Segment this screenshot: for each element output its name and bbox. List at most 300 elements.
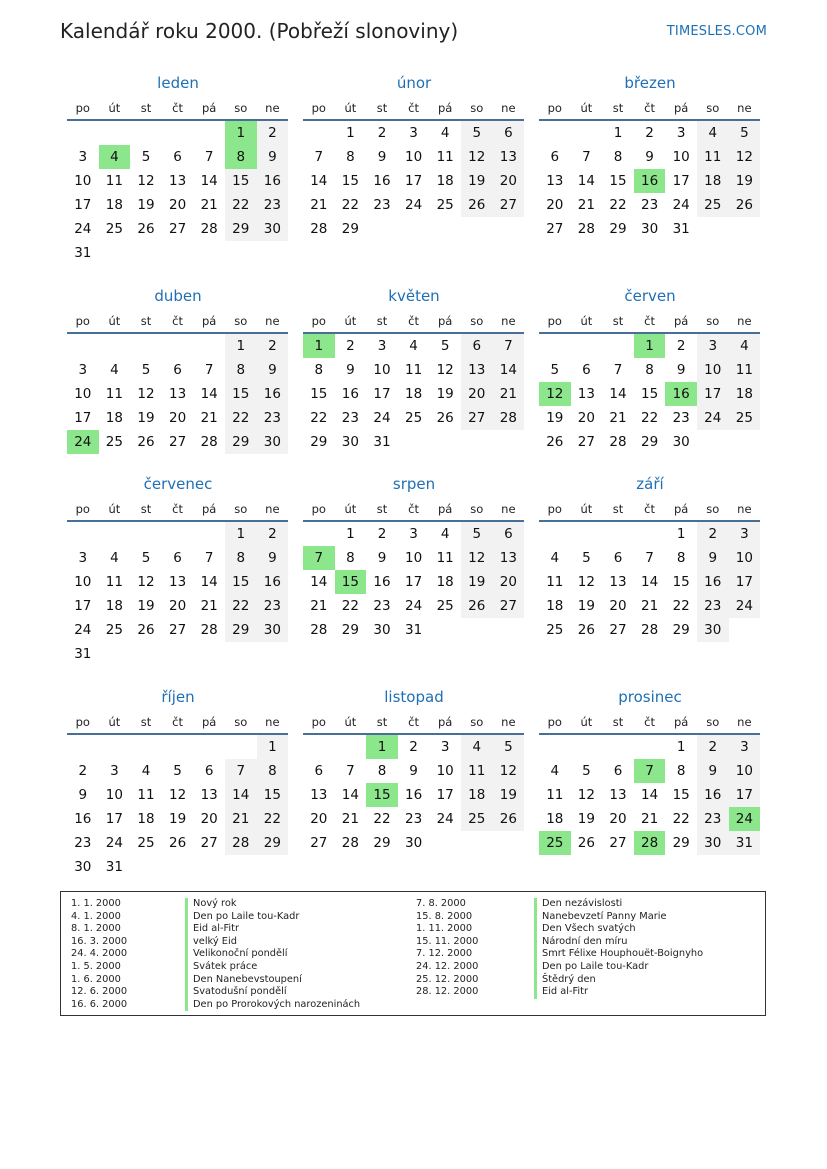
empty-cell xyxy=(539,522,571,546)
day-cell: 21 xyxy=(640,811,659,827)
weekday-label: čt xyxy=(172,715,183,729)
legend-date: 7. 8. 2000 xyxy=(416,898,466,909)
day-cell: 25 xyxy=(436,197,454,213)
day-cell: 19 xyxy=(461,570,493,594)
legend-holiday-name: Nový rok xyxy=(185,898,360,911)
day-cell: 9 xyxy=(257,145,289,169)
holiday-day: 7 xyxy=(634,759,666,783)
day-cell: 2 xyxy=(257,522,289,546)
day-cell: 28 xyxy=(310,221,328,237)
day-cell: 24 xyxy=(105,835,123,851)
month-prosinec xyxy=(539,688,761,855)
day-cell: 26 xyxy=(577,835,595,851)
month-květen xyxy=(303,287,525,454)
site-link[interactable]: TIMESLES.COM xyxy=(666,24,767,39)
empty-cell xyxy=(130,735,162,759)
empty-cell xyxy=(162,334,194,358)
day-cell: 4 xyxy=(440,125,450,141)
day-cell: 7 xyxy=(204,362,214,378)
day-cell: 26 xyxy=(137,622,155,638)
day-cell: 19 xyxy=(436,386,454,402)
day-cell: 28 xyxy=(609,434,627,450)
day-cell: 22 xyxy=(672,598,690,614)
weekday-label: ne xyxy=(265,502,280,516)
day-cell: 25 xyxy=(436,598,454,614)
day-cell: 24 xyxy=(729,594,761,618)
day-cell: 18 xyxy=(546,811,564,827)
legend-holiday-name: Národní den míru xyxy=(534,936,703,949)
day-cell: 18 xyxy=(697,169,729,193)
empty-cell xyxy=(130,334,162,358)
month-name: říjen xyxy=(161,688,195,706)
day-cell: 5 xyxy=(461,121,493,145)
day-cell: 20 xyxy=(310,811,328,827)
weekday-header xyxy=(67,501,289,517)
day-cell: 19 xyxy=(137,197,155,213)
weekday-label: so xyxy=(234,715,248,729)
day-cell: 19 xyxy=(577,598,595,614)
day-cell: 19 xyxy=(546,410,564,426)
day-cell: 25 xyxy=(404,410,423,426)
weekday-label: út xyxy=(108,502,121,516)
day-cell: 26 xyxy=(137,434,155,450)
empty-cell xyxy=(130,121,162,145)
day-cell: 2 xyxy=(697,735,729,759)
empty-cell xyxy=(162,121,194,145)
weekday-label: út xyxy=(580,502,593,516)
empty-cell xyxy=(193,735,225,759)
weekday-label: st xyxy=(612,715,624,729)
day-cell: 6 xyxy=(550,149,560,165)
weekday-label: čt xyxy=(644,715,655,729)
day-cell: 1 xyxy=(225,334,257,358)
weekday-label: ne xyxy=(737,101,752,115)
month-name: březen xyxy=(624,74,676,92)
weekday-label: st xyxy=(376,715,388,729)
day-cell: 12 xyxy=(729,145,761,169)
weekday-label: út xyxy=(344,502,357,516)
day-cell: 29 xyxy=(609,221,627,237)
legend-date: 7. 12. 2000 xyxy=(416,948,473,960)
holiday-day: 8 xyxy=(225,145,257,169)
day-cell: 30 xyxy=(672,434,690,450)
day-cell: 14 xyxy=(577,173,595,189)
day-cell: 11 xyxy=(436,550,454,566)
day-cell: 18 xyxy=(461,783,493,807)
day-cell: 10 xyxy=(436,763,454,779)
day-cell: 6 xyxy=(493,522,525,546)
day-cell: 17 xyxy=(436,787,454,803)
day-cell: 10 xyxy=(404,550,423,566)
day-cell: 29 xyxy=(373,835,391,851)
day-cell: 6 xyxy=(613,550,623,566)
holiday-day: 24 xyxy=(67,430,99,454)
day-cell: 14 xyxy=(341,787,359,803)
legend-date: 16. 6. 2000 xyxy=(71,998,128,1010)
weekday-label: čt xyxy=(172,314,183,328)
day-grid xyxy=(539,522,761,642)
weekday-header xyxy=(67,714,289,730)
month-name: červen xyxy=(624,287,676,305)
weekday-label: pá xyxy=(673,101,689,115)
day-cell: 7 xyxy=(645,550,654,566)
day-cell: 23 xyxy=(257,193,289,217)
day-cell: 13 xyxy=(168,574,187,590)
weekday-label: pá xyxy=(437,101,453,115)
weekday-label: po xyxy=(75,502,90,516)
day-cell: 16 xyxy=(373,173,391,189)
day-cell: 5 xyxy=(440,338,450,354)
day-cell: 30 xyxy=(640,221,659,237)
day-cell: 18 xyxy=(546,598,564,614)
day-cell: 12 xyxy=(461,546,493,570)
day-cell: 2 xyxy=(377,125,387,141)
day-cell: 14 xyxy=(200,574,218,590)
day-cell: 7 xyxy=(204,550,214,566)
day-cell: 29 xyxy=(341,221,359,237)
day-cell: 13 xyxy=(577,386,595,402)
weekday-label: út xyxy=(344,101,357,115)
empty-cell xyxy=(225,735,257,759)
day-cell: 26 xyxy=(729,193,761,217)
day-cell: 2 xyxy=(676,338,686,354)
day-cell: 27 xyxy=(461,406,493,430)
month-name: duben xyxy=(154,287,202,305)
day-cell: 21 xyxy=(200,598,218,614)
weekday-header xyxy=(539,313,761,329)
day-cell: 9 xyxy=(346,362,355,378)
day-cell: 31 xyxy=(404,622,423,638)
day-cell: 1 xyxy=(257,735,289,759)
empty-cell xyxy=(99,334,131,358)
day-cell: 17 xyxy=(74,410,92,426)
day-cell: 21 xyxy=(577,197,595,213)
day-cell: 23 xyxy=(257,594,289,618)
day-cell: 30 xyxy=(74,859,92,875)
day-grid xyxy=(539,121,761,241)
month-srpen xyxy=(303,475,525,642)
day-cell: 25 xyxy=(137,835,155,851)
day-cell: 16 xyxy=(257,169,289,193)
weekday-label: st xyxy=(612,101,624,115)
day-cell: 17 xyxy=(373,386,391,402)
day-cell: 12 xyxy=(461,145,493,169)
day-cell: 16 xyxy=(697,570,729,594)
legend-holiday-name: Den Nanebevstoupení xyxy=(185,974,360,987)
day-cell: 20 xyxy=(200,811,218,827)
day-grid xyxy=(539,735,761,855)
weekday-label: ne xyxy=(501,101,516,115)
day-cell: 4 xyxy=(550,550,560,566)
weekday-label: čt xyxy=(644,101,655,115)
day-cell: 13 xyxy=(609,574,627,590)
day-cell: 21 xyxy=(493,382,525,406)
empty-cell xyxy=(193,522,225,546)
weekday-label: út xyxy=(580,101,593,115)
day-cell: 25 xyxy=(105,622,123,638)
weekday-label: po xyxy=(75,314,90,328)
day-grid xyxy=(67,522,289,666)
empty-cell xyxy=(634,522,666,546)
legend-holiday-name: Den po Laile tou-Kadr xyxy=(185,911,360,924)
day-cell: 8 xyxy=(676,550,686,566)
day-cell: 9 xyxy=(257,358,289,382)
holiday-day: 16 xyxy=(665,382,697,406)
month-name: září xyxy=(636,475,664,493)
day-cell: 29 xyxy=(672,835,690,851)
empty-cell xyxy=(193,334,225,358)
day-cell: 26 xyxy=(461,594,493,618)
empty-cell xyxy=(99,522,131,546)
weekday-label: so xyxy=(706,502,720,516)
month-name: listopad xyxy=(384,688,444,706)
day-cell: 10 xyxy=(697,358,729,382)
holiday-day: 1 xyxy=(366,735,398,759)
legend-date: 25. 12. 2000 xyxy=(416,973,479,985)
day-cell: 12 xyxy=(137,574,155,590)
weekday-label: čt xyxy=(644,502,655,516)
day-cell: 5 xyxy=(550,362,560,378)
weekday-label: po xyxy=(311,502,326,516)
day-cell: 6 xyxy=(173,149,182,165)
day-cell: 17 xyxy=(729,783,761,807)
day-cell: 2 xyxy=(409,739,418,755)
day-cell: 30 xyxy=(373,622,391,638)
weekday-label: so xyxy=(470,502,484,516)
day-cell: 8 xyxy=(257,759,289,783)
day-cell: 10 xyxy=(729,759,761,783)
weekday-label: so xyxy=(706,314,720,328)
weekday-label: ne xyxy=(265,715,280,729)
day-cell: 24 xyxy=(373,410,391,426)
legend-holiday-name: Den Všech svatých xyxy=(534,923,703,936)
day-cell: 5 xyxy=(141,550,151,566)
day-cell: 9 xyxy=(409,763,418,779)
holiday-day: 1 xyxy=(634,334,666,358)
weekday-label: út xyxy=(580,314,593,328)
month-leden xyxy=(67,74,289,265)
day-cell: 15 xyxy=(225,169,257,193)
day-cell: 11 xyxy=(105,173,123,189)
day-cell: 19 xyxy=(577,811,595,827)
day-cell: 20 xyxy=(609,598,627,614)
weekday-label: st xyxy=(140,101,152,115)
empty-cell xyxy=(130,522,162,546)
legend-date: 12. 6. 2000 xyxy=(71,986,128,998)
weekday-label: ne xyxy=(501,502,516,516)
day-cell: 28 xyxy=(200,434,218,450)
weekday-label: po xyxy=(311,101,326,115)
holiday-day: 1 xyxy=(303,334,335,358)
day-cell: 3 xyxy=(676,125,686,141)
day-cell: 22 xyxy=(341,598,359,614)
empty-cell xyxy=(162,735,194,759)
day-cell: 18 xyxy=(729,382,761,406)
weekday-label: po xyxy=(547,314,562,328)
holiday-day: 25 xyxy=(539,831,571,855)
day-cell: 9 xyxy=(377,550,387,566)
day-cell: 23 xyxy=(404,811,423,827)
day-cell: 12 xyxy=(493,759,525,783)
holiday-day: 1 xyxy=(225,121,257,145)
day-cell: 31 xyxy=(373,434,391,450)
legend-dates xyxy=(71,898,127,1011)
month-červenec xyxy=(67,475,289,666)
weekday-label: pá xyxy=(201,314,217,328)
day-cell: 2 xyxy=(697,522,729,546)
weekday-label: so xyxy=(470,715,484,729)
legend-dates xyxy=(416,898,478,999)
day-cell: 28 xyxy=(225,831,257,855)
legend-date: 8. 1. 2000 xyxy=(71,923,121,935)
day-cell: 23 xyxy=(697,807,729,831)
weekday-label: út xyxy=(108,101,121,115)
day-cell: 22 xyxy=(373,811,391,827)
day-cell: 9 xyxy=(697,546,729,570)
day-cell: 30 xyxy=(404,835,423,851)
day-cell: 27 xyxy=(168,622,187,638)
day-cell: 29 xyxy=(341,622,359,638)
weekday-label: po xyxy=(311,314,326,328)
weekday-label: út xyxy=(344,715,357,729)
day-cell: 25 xyxy=(546,622,564,638)
day-cell: 20 xyxy=(461,382,493,406)
day-cell: 3 xyxy=(440,739,450,755)
day-cell: 16 xyxy=(74,811,92,827)
day-cell: 13 xyxy=(609,787,627,803)
day-cell: 2 xyxy=(377,526,387,542)
holiday-day: 15 xyxy=(335,570,367,594)
legend-holiday-name: Nanebevzetí Panny Marie xyxy=(534,911,703,924)
day-cell: 20 xyxy=(546,197,564,213)
month-listopad xyxy=(303,688,525,855)
day-cell: 10 xyxy=(729,546,761,570)
day-cell: 3 xyxy=(377,338,387,354)
month-duben xyxy=(67,287,289,454)
day-cell: 7 xyxy=(204,149,214,165)
day-cell: 21 xyxy=(225,807,257,831)
legend-holiday-name: velký Eid xyxy=(185,936,360,949)
day-cell: 14 xyxy=(225,783,257,807)
day-cell: 22 xyxy=(341,197,359,213)
day-cell: 19 xyxy=(461,169,493,193)
day-grid xyxy=(67,735,289,879)
weekday-label: čt xyxy=(408,101,419,115)
day-cell: 13 xyxy=(310,787,328,803)
legend-date: 1. 1. 2000 xyxy=(71,898,121,909)
day-grid xyxy=(303,522,525,642)
day-cell: 8 xyxy=(346,149,355,165)
weekday-label: pá xyxy=(201,101,217,115)
empty-cell xyxy=(571,334,603,358)
day-cell: 6 xyxy=(493,121,525,145)
weekday-label: pá xyxy=(437,502,453,516)
page-title: Kalendář roku 2000. (Pobřeží slonoviny) xyxy=(60,19,459,43)
weekday-label: st xyxy=(612,502,624,516)
weekday-label: pá xyxy=(201,502,217,516)
legend-date: 24. 4. 2000 xyxy=(71,948,128,960)
day-cell: 6 xyxy=(613,763,623,779)
empty-cell xyxy=(335,735,367,759)
day-cell: 28 xyxy=(640,622,659,638)
weekday-label: so xyxy=(470,314,484,328)
day-cell: 18 xyxy=(105,598,123,614)
day-cell: 11 xyxy=(546,574,564,590)
day-cell: 14 xyxy=(310,574,328,590)
day-cell: 22 xyxy=(225,193,257,217)
day-cell: 11 xyxy=(105,386,123,402)
month-březen xyxy=(539,74,761,241)
day-cell: 31 xyxy=(105,859,123,875)
day-grid xyxy=(303,121,525,241)
day-cell: 3 xyxy=(78,362,88,378)
month-name: srpen xyxy=(392,475,436,493)
day-cell: 30 xyxy=(257,618,289,642)
holiday-day: 24 xyxy=(729,807,761,831)
day-cell: 30 xyxy=(697,618,729,642)
weekday-label: po xyxy=(75,715,90,729)
day-cell: 30 xyxy=(257,430,289,454)
day-cell: 3 xyxy=(409,125,418,141)
day-cell: 12 xyxy=(137,173,155,189)
day-cell: 25 xyxy=(105,221,123,237)
legend-date: 16. 3. 2000 xyxy=(71,935,128,947)
day-cell: 2 xyxy=(257,121,289,145)
day-cell: 4 xyxy=(440,526,450,542)
empty-cell xyxy=(539,735,571,759)
day-cell: 19 xyxy=(137,410,155,426)
day-cell: 3 xyxy=(78,149,88,165)
day-cell: 1 xyxy=(225,522,257,546)
weekday-label: st xyxy=(612,314,624,328)
day-cell: 15 xyxy=(640,386,659,402)
day-cell: 10 xyxy=(672,149,690,165)
day-cell: 14 xyxy=(640,574,659,590)
day-cell: 12 xyxy=(137,386,155,402)
day-cell: 19 xyxy=(137,598,155,614)
day-cell: 1 xyxy=(346,125,355,141)
day-cell: 7 xyxy=(346,763,355,779)
day-cell: 15 xyxy=(609,173,627,189)
day-cell: 4 xyxy=(550,763,560,779)
day-cell: 12 xyxy=(577,787,595,803)
day-cell: 22 xyxy=(225,406,257,430)
day-cell: 15 xyxy=(672,574,690,590)
day-cell: 22 xyxy=(225,594,257,618)
day-cell: 2 xyxy=(257,334,289,358)
day-cell: 11 xyxy=(546,787,564,803)
day-cell: 22 xyxy=(672,811,690,827)
day-cell: 21 xyxy=(609,410,627,426)
day-cell: 12 xyxy=(436,362,454,378)
weekday-label: ne xyxy=(265,101,280,115)
day-cell: 25 xyxy=(697,193,729,217)
day-cell: 22 xyxy=(310,410,328,426)
empty-cell xyxy=(303,121,335,145)
empty-cell xyxy=(571,522,603,546)
day-cell: 7 xyxy=(493,334,525,358)
day-cell: 12 xyxy=(168,787,187,803)
weekday-label: po xyxy=(547,502,562,516)
day-cell: 29 xyxy=(225,217,257,241)
day-cell: 17 xyxy=(404,173,423,189)
day-cell: 26 xyxy=(493,807,525,831)
day-cell: 12 xyxy=(577,574,595,590)
empty-cell xyxy=(193,121,225,145)
day-cell: 7 xyxy=(225,759,257,783)
day-cell: 20 xyxy=(168,197,187,213)
day-cell: 21 xyxy=(341,811,359,827)
